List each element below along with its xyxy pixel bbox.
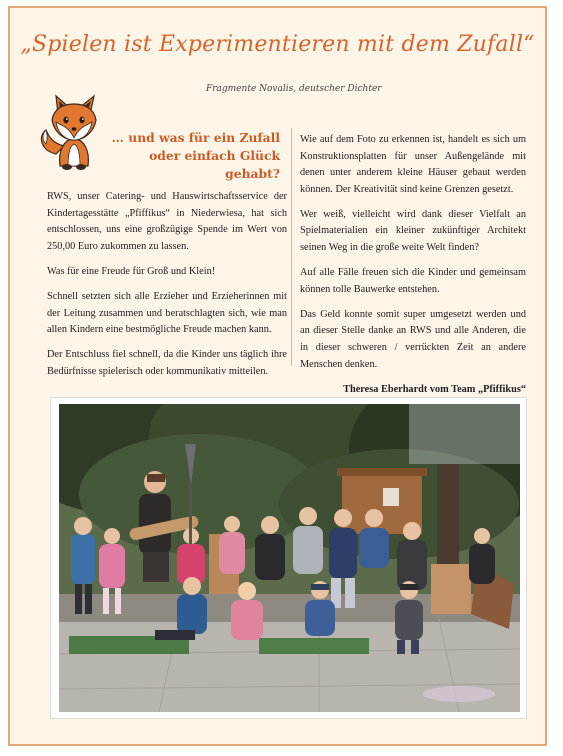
- heading-line-2: oder einfach Glück gehabt?: [149, 148, 280, 181]
- fox-icon: [38, 92, 110, 172]
- column-divider: [291, 128, 292, 366]
- signature: Theresa Eberhardt vom Team „Pfiffikus“: [343, 383, 526, 395]
- paragraph: Das Geld konnte somit super umgesetzt werden und an dieser Stelle danke an RWS und alle Anderen, die in dieser schweren / verrückten Zeit an andere Menschen denken.: [300, 308, 526, 370]
- paragraph: Schnell setzten sich alle Erzieher und Erzieherinnen mit der Leitung zusammen und beratschlagten sich, wie man allen Kindern eine bestmögliche Freude machen kann.: [47, 290, 287, 336]
- quote-attribution: Fragmente Novalis, deutscher Dichter: [206, 84, 382, 94]
- paragraph: Was für eine Freude für Groß und Klein!: [47, 265, 216, 277]
- left-text-column: [47, 189, 287, 389]
- group-photo: [59, 404, 520, 712]
- heading-line-1: … und was für ein Zufall: [111, 130, 280, 145]
- flyer-page: [8, 6, 547, 746]
- section-heading: [110, 129, 280, 183]
- right-text-column: [300, 132, 526, 407]
- paragraph: Der Entschluss fiel schnell, da die Kinder uns täglich ihre Bedürfnisse spielerisch oder kommunikativ mitteilen.: [47, 349, 287, 377]
- paragraph: Auf alle Fälle freuen sich die Kinder und gemeinsam können tolle Bauwerke entstehen.: [300, 267, 526, 295]
- paragraph: RWS, unser Catering- und Hauswirtschaftsservice der Kindertagesstätte „Pfiffikus“ in Niederwiesa, hat sich entschlossen, uns eine großzügige Spende im Wert von 250,00 Euro zukommen zu lassen.: [47, 191, 287, 252]
- paragraph: Wer weiß, vielleicht wird dank dieser Vielfalt an Spielmaterialien ein kleiner zukünftiger Architekt seinen Weg in die große weite Welt finden?: [300, 208, 526, 254]
- paragraph: Wie auf dem Foto zu erkennen ist, handelt es sich um Konstruktionsplatten für unser Außengelände mit denen unter anderem kleine Häuser gebaut werden können. Der Kreativität sind keine Grenzen gesetzt.: [300, 134, 526, 195]
- headline-quote: „Spielen ist Experimentieren mit dem Zufall“: [20, 32, 535, 57]
- group-photo-frame: [50, 397, 527, 719]
